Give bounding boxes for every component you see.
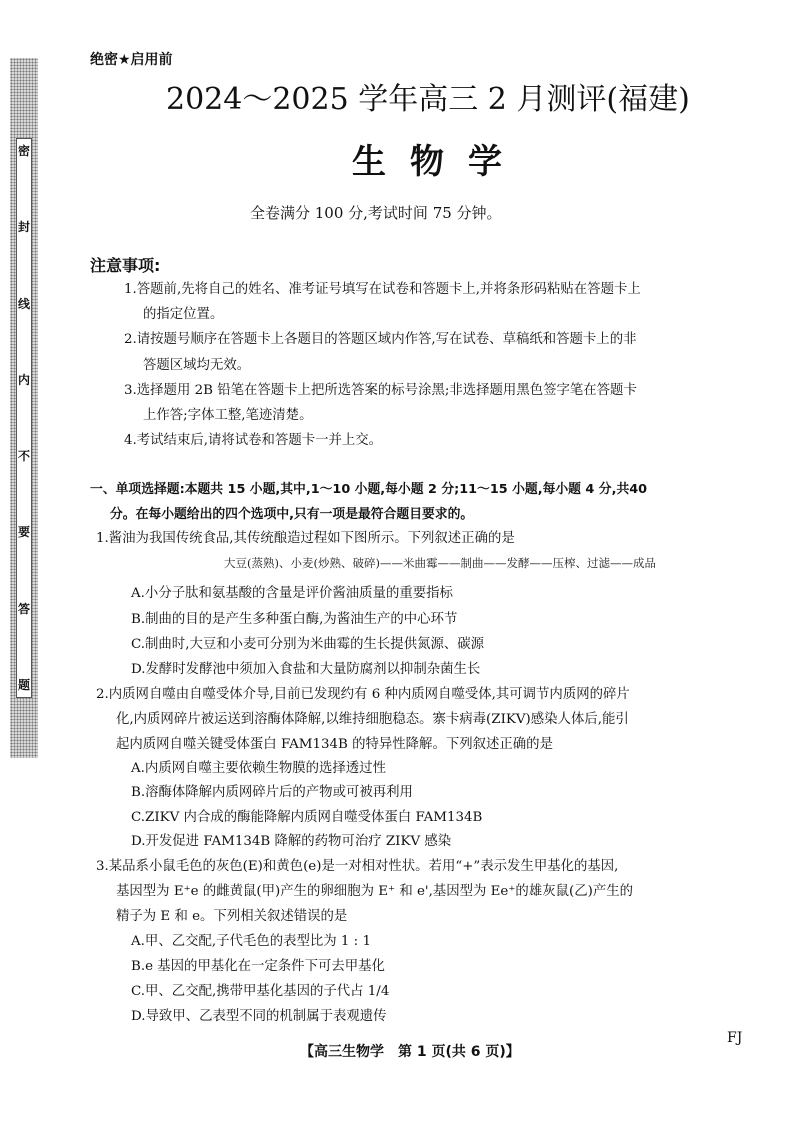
binding-char: 不 [17,449,30,464]
binding-char: 密 [17,144,30,158]
option: D.发酵时发酵池中须加入食盐和大量防腐剂以抑制杂菌生长 [131,662,481,677]
binding-char: 内 [17,372,30,387]
binding-char: 封 [17,220,30,235]
subject-title: 生物学 [352,142,526,182]
section-heading: 一、单项选择题:本题共 15 小题,其中,1～10 小题,每小题 2 分;11～15 小题,每小题 4 分,共40 [90,482,648,497]
question-stem: 基因型为 E⁺e 的雌黄鼠(甲)产生的卵细胞为 E⁺ 和 e',基因型为 Ee⁺的雄灰鼠(乙)产生的 [116,884,634,899]
process-flow: 大豆(蒸熟)、小麦(炒熟、破碎)——米曲霉——制曲——发酵——压榨、过滤——成品 [224,556,656,570]
section-heading: 分。在每小题给出的四个选项中,只有一项是最符合题目要求的。 [110,507,474,522]
notes-line: 2.请按题号顺序在答题卡上各题目的答题区域内作答,写在试卷、草稿纸和答题卡上的非 [124,332,637,347]
region-code: FJ [727,1030,743,1046]
option: B.溶酶体降解内质网碎片后的产物或可被再利用 [131,785,413,800]
exam-title: 2024～2025 学年高三 2 月测评(福建) [166,82,690,117]
confidential-label: 绝密★启用前 [90,52,173,68]
binding-char: 线 [17,296,30,311]
notes-line: 3.选择题用 2B 铅笔在答题卡上把所选答案的标号涂黑;非选择题用黑色签字笔在答题卡 [124,383,637,398]
question-stem: 起内质网自噬关键受体蛋白 FAM134B 的特异性降解。下列叙述正确的是 [116,737,553,752]
page-footer: 【高三生物学 第 1 页(共 6 页)】 [300,1044,520,1060]
notes-line: 1.答题前,先将自己的姓名、准考证号填写在试卷和答题卡上,并将条形码粘贴在答题卡上 [124,282,641,297]
question-stem: 精子为 E 和 e。下列相关叙述错误的是 [116,909,348,924]
notes-line: 的指定位置。 [143,307,224,322]
option: C.ZIKV 内合成的酶能降解内质网自噬受体蛋白 FAM134B [131,810,483,825]
option: A.内质网自噬主要依赖生物膜的选择透过性 [131,761,386,776]
option: B.制曲的目的是产生多种蛋白酶,为酱油生产的中心环节 [131,612,458,627]
binding-char: 要 [17,525,30,540]
notes-line: 4.考试结束后,请将试卷和答题卡一并上交。 [124,433,383,448]
option: C.甲、乙交配,携带甲基化基因的子代占 1/4 [131,984,390,999]
notes-line: 答题区域均无效。 [143,358,251,373]
question-stem: 3.某品系小鼠毛色的灰色(E)和黄色(e)是一对相对性状。若用“+”表示发生甲基化的基因, [96,859,619,874]
notes-line: 上作答;字体工整,笔迹清楚。 [143,408,313,423]
option: A.甲、乙交配,子代毛色的表型比为 1 : 1 [131,934,371,949]
option: A.小分子肽和氨基酸的含量是评价酱油质量的重要指标 [131,586,453,601]
binding-char: 题 [17,677,30,692]
option: C.制曲时,大豆和小麦可分别为米曲霉的生长提供氮源、碳源 [131,637,485,652]
option: B.e 基因的甲基化在一定条件下可去甲基化 [131,959,385,974]
question-stem: 1.酱油为我国传统食品,其传统酿造过程如下图所示。下列叙述正确的是 [96,531,515,546]
notes-title: 注意事项: [90,256,161,275]
option: D.导致甲、乙表型不同的机制属于表观遗传 [131,1009,387,1024]
score-line: 全卷满分 100 分,考试时间 75 分钟。 [250,204,502,222]
binding-char: 答 [17,601,30,616]
question-stem: 2.内质网自噬由自噬受体介导,目前已发现约有 6 种内质网自噬受体,其可调节内质网的碎片 [96,687,630,702]
option: D.开发促进 FAM134B 降解的药物可治疗 ZIKV 感染 [131,834,452,849]
question-stem: 化,内质网碎片被运送到溶酶体降解,以维持细胞稳态。寨卡病毒(ZIKV)感染人体后,能引 [116,712,629,727]
